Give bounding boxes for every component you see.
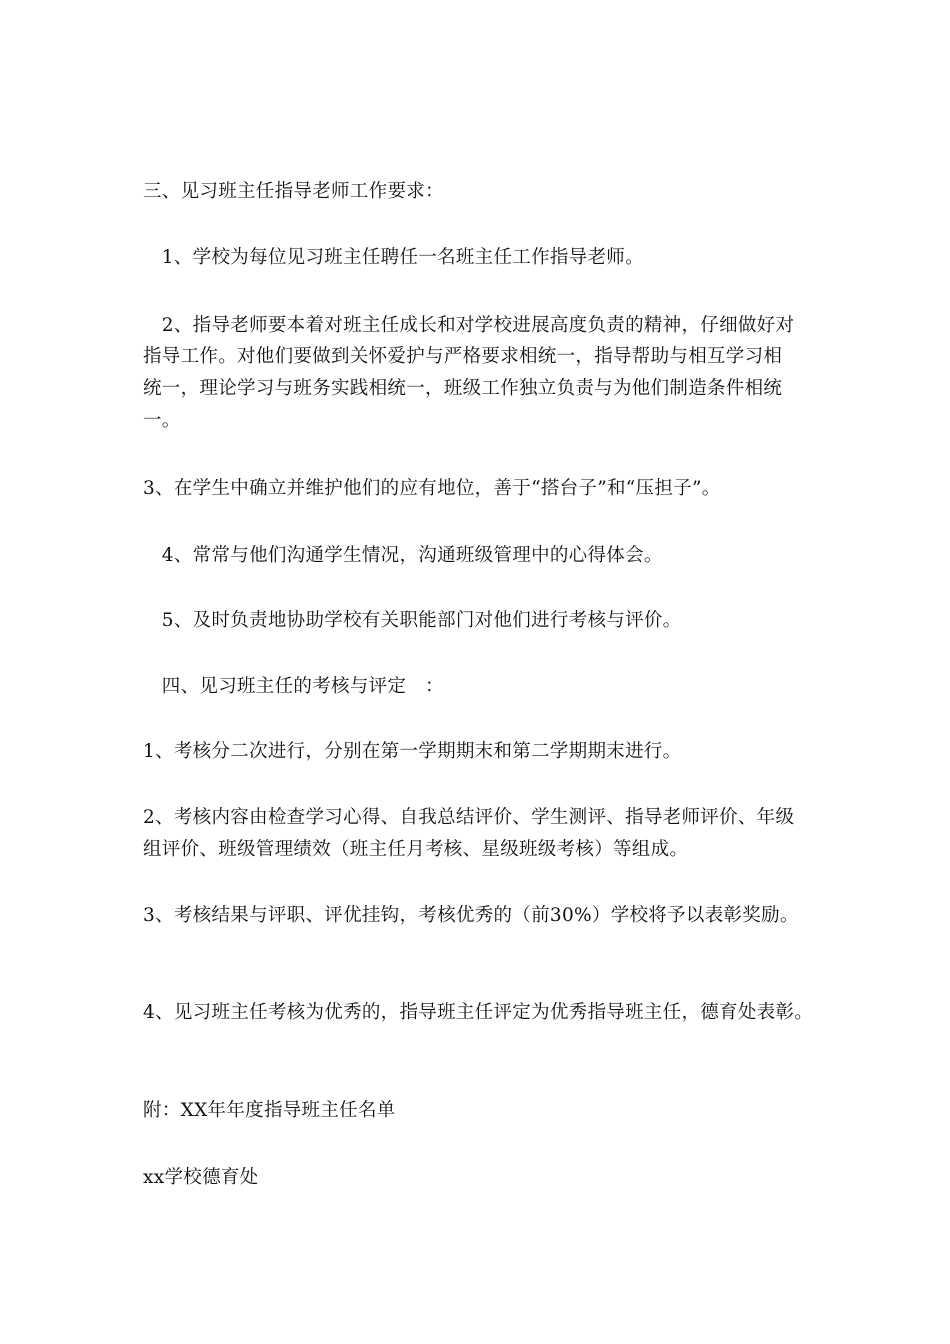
section3-item-3: 3、在学生中确立并维护他们的应有地位，善于“搭台子”和“压担子”。 <box>143 478 721 499</box>
section4-item-4: 4、见习班主任考核为优秀的，指导班主任评定为优秀指导班主任，德育处表彰。 <box>143 1002 814 1023</box>
section3-item-2-line-1: 2、指导老师要本着对班主任成长和对学校进展高度负责的精神，仔细做好对 <box>143 315 795 336</box>
section3-item-5: 5、及时负责地协助学校有关职能部门对他们进行考核与评价。 <box>143 610 682 631</box>
signature: xx学校德育处 <box>143 1167 259 1188</box>
attachment-note: 附：XX年年度指导班主任名单 <box>143 1100 396 1121</box>
section3-item-4: 4、常常与他们沟通学生情况，沟通班级管理中的心得体会。 <box>143 545 663 566</box>
section4-heading: 四、见习班主任的考核与评定 ： <box>143 676 444 697</box>
section3-item-1: 1、学校为每位见习班主任聘任一名班主任工作指导老师。 <box>143 247 644 268</box>
section4-item-2-line-2: 组评价、班级管理绩效（班主任月考核、星级班级考核）等组成。 <box>143 839 689 860</box>
section3-heading: 三、见习班主任指导老师工作要求： <box>143 181 444 202</box>
section4-item-3: 3、考核结果与评职、评优挂钩，考核优秀的（前30%）学校将予以表彰奖励。 <box>143 905 799 926</box>
section3-item-2-line-2: 指导工作。对他们要做到关怀爱护与严格要求相统一，指导帮助与相互学习相 <box>143 346 783 367</box>
section3-item-2-line-4: 一。 <box>143 410 181 431</box>
section4-item-2-line-1: 2、考核内容由检查学习心得、自我总结评价、学生测评、指导老师评价、年级 <box>143 807 795 828</box>
section3-item-2-line-3: 统一，理论学习与班务实践相统一，班级工作独立负责与为他们制造条件相统 <box>143 378 783 399</box>
section4-item-1: 1、考核分二次进行，分别在第一学期期末和第二学期期末进行。 <box>143 741 682 762</box>
